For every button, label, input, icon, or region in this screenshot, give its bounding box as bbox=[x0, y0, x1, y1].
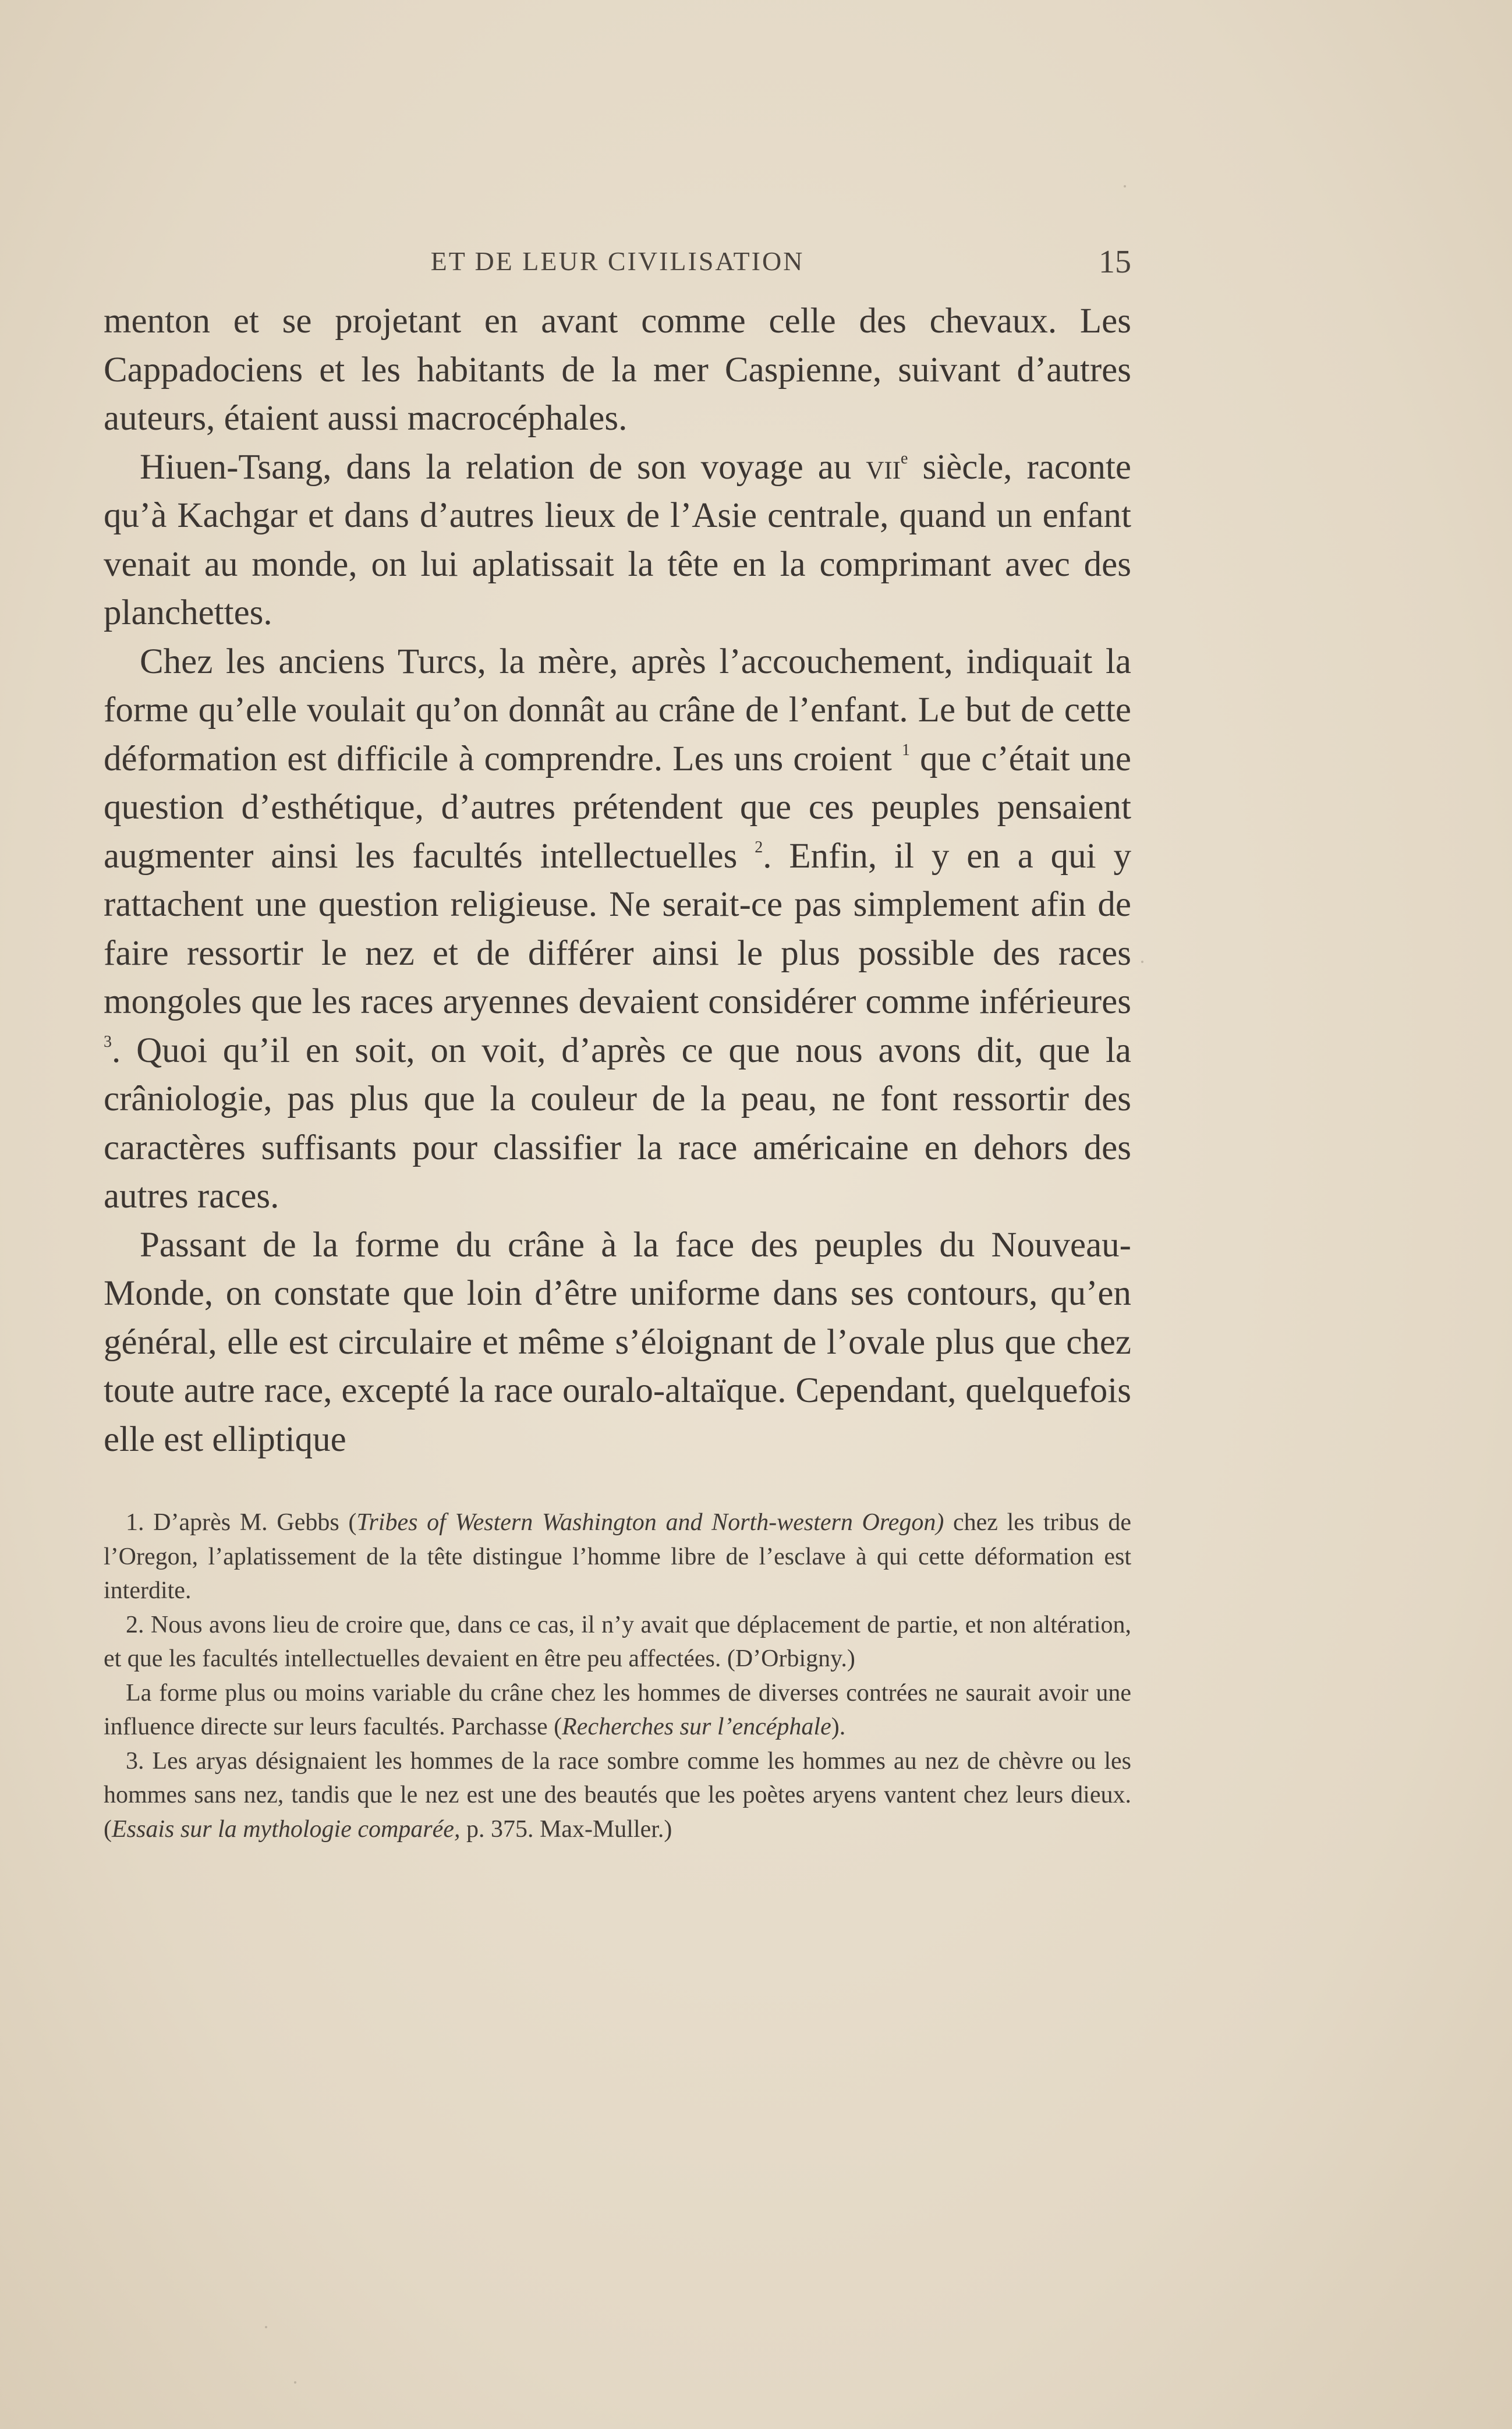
running-title: ET DE LEUR CIVILISATION bbox=[430, 246, 805, 276]
paragraph-3: Chez les anciens Turcs, la mère, après l’accouchement, indiquait la forme qu’elle voulait qu’on donnât au crâne de l’enfant. Le but de cette déformation est difficile à comprendre. Les uns croient $^1$ que c’était une question d’esthétique, d’autres prétendent que ces peuples pensaient augmenter ainsi les facultés intellectuelles $^2$. Enfin, il y en a qui y rattachent une question religieuse. Ne serait-ce pas simplement afin de faire ressortir le nez et de différer ainsi le plus possible des races mongoles que les races aryennes devaient considérer comme inférieures $^3$. Quoi qu’il en soit, on voit, d’après ce que nous avons dit, que la crâniologie, pas plus que la couleur de la peau, ne font ressortir des caractères suffisants pour classifier la race américaine en dehors des autres races. bbox=[104, 642, 1131, 1216]
footnotes bbox=[104, 1506, 1131, 1846]
page-number: 15 bbox=[1099, 244, 1131, 280]
footnote-1-title: Tribes of Western Washington and North-western Oregon) bbox=[356, 1509, 944, 1536]
paper-speck bbox=[294, 2381, 296, 2384]
footnote-2-continued: La forme plus ou moins variable du crâne chez les hommes de diverses contrées ne saurait avoir une influence directe sur leurs facultés. Parchasse (Recherches sur l’encéphale). bbox=[104, 1679, 1131, 1740]
footnote-3-title: Essais sur la mythologie comparée, bbox=[112, 1815, 461, 1843]
century-numeral: vii bbox=[866, 447, 901, 487]
footnote-ref-3[interactable]: 3 bbox=[104, 1032, 112, 1051]
footnote-2: 2. Nous avons lieu de croire que, dans ce cas, il n’y avait que déplacement de partie, et non altération, et que les facultés intellectuelles devaient en être peu affectées. (D’Orbigny.) bbox=[104, 1611, 1131, 1672]
paragraph-2: Hiuen-Tsang, dans la relation de son voyage au vii$^e$ siècle, raconte qu’à Kachgar et dans d’autres lieux de l’Asie centrale, quand un enfant venait au monde, on lui aplatissait la tête en la comprimant avec des planchettes. bbox=[104, 447, 1132, 632]
paragraph-1: menton et se projetant en avant comme celle des chevaux. Les Cappadociens et les habitants de la mer Caspienne, suivant d’autres auteurs, étaient aussi macrocéphales. bbox=[104, 302, 1131, 438]
footnote-ref-2[interactable]: 2 bbox=[755, 838, 763, 856]
footnote-3: 3. Les aryas désignaient les hommes de la race sombre comme les hommes au nez de chèvre ou les hommes sans nez, tandis que le nez est une des beautés que les poètes aryens vantent chez leurs dieux. (Essais sur la mythologie comparée, p. 375. Max-Muller.) bbox=[104, 1747, 1131, 1843]
footnote-2-title: Recherches sur l’encéphale bbox=[562, 1713, 831, 1740]
paragraph-4: Passant de la forme du crâne à la face des peuples du Nouveau-Monde, on constate que loin d’être uniforme dans ses contours, qu’en général, elle est circulaire et même s’éloignant de l’ovale plus que chez toute autre race, excepté la race ouralo-altaïque. Cependant, quelquefois elle est elliptique bbox=[104, 1225, 1131, 1459]
running-head bbox=[104, 233, 1131, 297]
paper-speck bbox=[265, 2326, 267, 2328]
footnote-1: 1. D’après M. Gebbs (Tribes of Western Washington and North-western Oregon) chez les tribus de l’Oregon, l’aplatissement de la tête distingue l’homme libre de l’esclave à qui cette déformation est interdite. bbox=[104, 1509, 1132, 1604]
book-page bbox=[104, 233, 1131, 1846]
paper-speck bbox=[1141, 961, 1143, 963]
body-text bbox=[104, 297, 1131, 1464]
paper-speck bbox=[1124, 185, 1126, 187]
footnote-ref-1[interactable]: 1 bbox=[901, 741, 910, 759]
